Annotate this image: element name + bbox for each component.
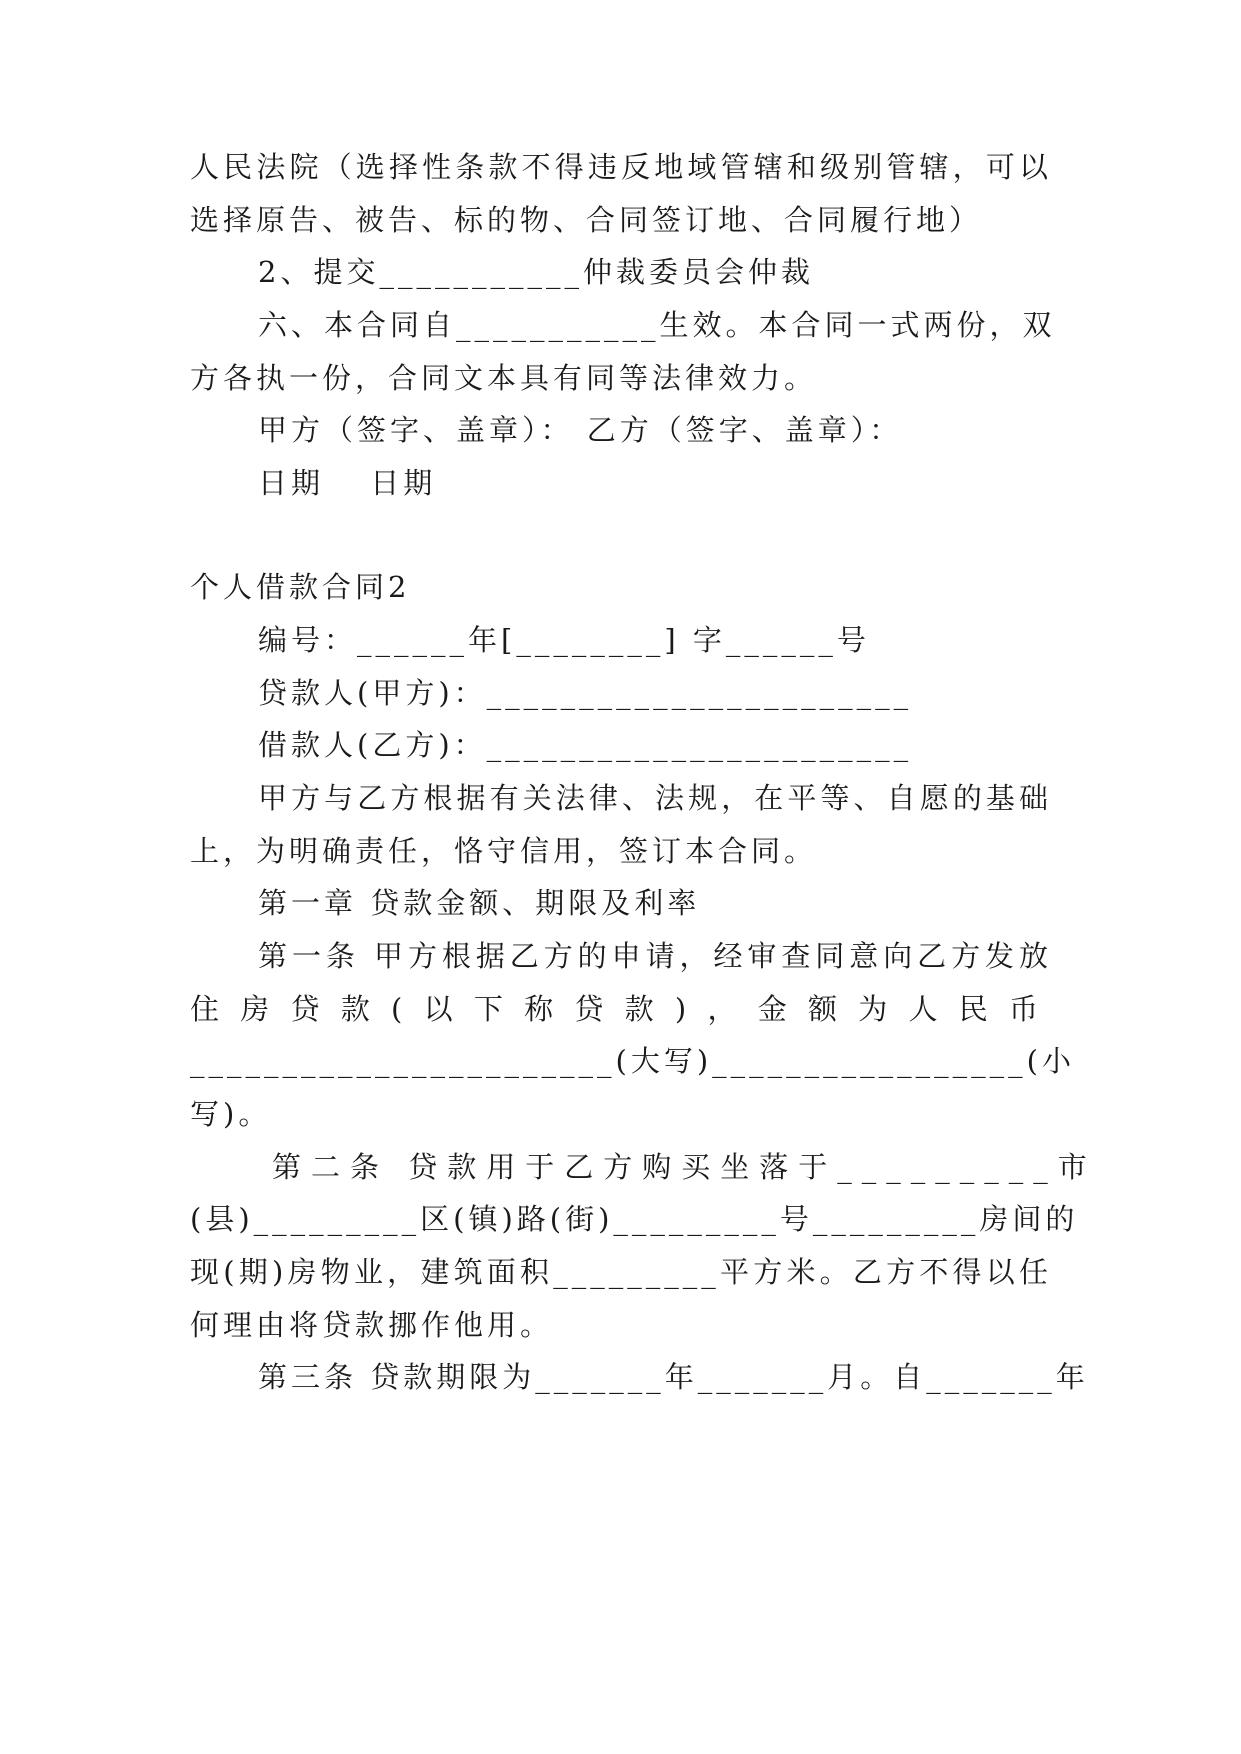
text-line-article-1: 第一条 甲方根据乙方的申请，经审查同意向乙方发放 bbox=[258, 939, 1052, 973]
document-title: 个人借款合同2 bbox=[190, 570, 411, 604]
text-line-article-2: 第二条 贷款用于乙方购买坐落于_________市 bbox=[272, 1150, 1097, 1184]
text-line-lender: 贷款人(甲方)：_______________________ bbox=[258, 676, 913, 710]
text-line-signatures: 甲方（签字、盖章）： 乙方（签字、盖章）： bbox=[258, 413, 903, 447]
text-line-arbitration: 2、提交___________仲裁委员会仲裁 bbox=[258, 255, 814, 289]
text-line-dates: 日期 日期 bbox=[258, 466, 437, 500]
text-line-court-options: 选择原告、被告、标的物、合同签订地、合同履行地） bbox=[190, 203, 983, 237]
text-line-court-clause: 人民法院（选择性条款不得违反地域管辖和级别管辖，可以 bbox=[190, 150, 1052, 184]
chapter-heading: 第一章 贷款金额、期限及利率 bbox=[258, 886, 701, 920]
text-line-borrower: 借款人(乙方)：_______________________ bbox=[258, 728, 913, 762]
text-line-preamble-cont: 上，为明确责任，恪守信用，签订本合同。 bbox=[190, 834, 818, 868]
text-line-article-1-end: 写)。 bbox=[190, 1097, 272, 1131]
text-line-article-2-area: 现(期)房物业，建筑面积_________平方米。乙方不得以任 bbox=[190, 1255, 1052, 1289]
text-line-article-2-address: (县)_________区(镇)路(街)_________号_________房间的 bbox=[190, 1202, 1079, 1236]
text-line-legal-effect: 方各执一份，合同文本具有同等法律效力。 bbox=[190, 361, 818, 395]
text-line-article-1-amount: 住房贷款(以下称贷款)，金额为人民币 bbox=[190, 992, 1052, 1026]
text-line-effective-date: 六、本合同自___________生效。本合同一式两份，双 bbox=[258, 308, 1056, 342]
text-line-preamble: 甲方与乙方根据有关法律、法规，在平等、自愿的基础 bbox=[258, 781, 1052, 815]
text-line-article-1-blanks: _______________________(大写)_________________(小 bbox=[190, 1044, 1075, 1078]
text-line-article-3: 第三条 贷款期限为_______年_______月。自_______年 bbox=[258, 1360, 1089, 1394]
text-line-article-2-end: 何理由将贷款挪作他用。 bbox=[190, 1308, 554, 1342]
text-line-contract-number: 编号：______年[________] 字______号 bbox=[258, 623, 870, 657]
